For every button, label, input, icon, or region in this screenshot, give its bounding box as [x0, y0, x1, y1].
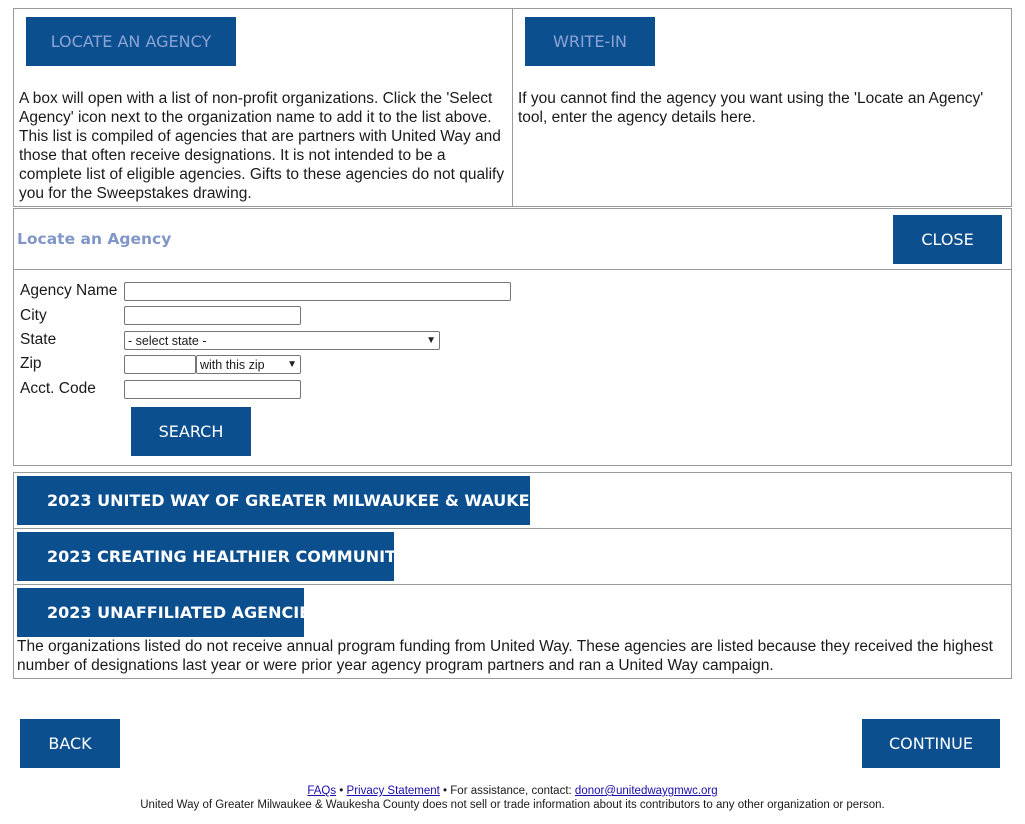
- acct-code-input[interactable]: [124, 380, 301, 399]
- chevron-down-icon: ▼: [287, 359, 297, 370]
- faqs-link[interactable]: FAQs: [307, 785, 337, 797]
- assistance-text: • For assistance, contact:: [439, 785, 575, 797]
- state-select-value: - select state -: [128, 333, 207, 348]
- state-label: State: [20, 331, 57, 348]
- zip-mode-value: with this zip: [200, 357, 265, 372]
- search-button[interactable]: SEARCH: [131, 407, 251, 456]
- footer-separator: •: [336, 785, 347, 797]
- city-input[interactable]: [124, 306, 301, 325]
- group-united-way-button[interactable]: 2023 UNITED WAY OF GREATER MILWAUKEE & WAUKESHA CO: [17, 476, 530, 525]
- back-button[interactable]: BACK: [20, 719, 120, 768]
- continue-button[interactable]: CONTINUE: [862, 719, 1000, 768]
- locate-title: Locate an Agency: [17, 230, 172, 248]
- agency-name-input[interactable]: [124, 282, 511, 301]
- acct-code-label: Acct. Code: [20, 380, 96, 397]
- close-button[interactable]: CLOSE: [893, 215, 1002, 264]
- zip-label: Zip: [20, 355, 42, 372]
- group-healthier-communities-button[interactable]: 2023 CREATING HEALTHIER COMMUNITIES: [17, 532, 394, 581]
- zip-input[interactable]: [124, 355, 196, 374]
- chevron-down-icon: ▼: [426, 335, 436, 346]
- group-unaffiliated-button[interactable]: 2023 UNAFFILIATED AGENCIES: [17, 588, 304, 637]
- locate-agency-button[interactable]: LOCATE AN AGENCY: [26, 17, 236, 66]
- city-label: City: [20, 307, 47, 324]
- write-in-button[interactable]: WRITE-IN: [525, 17, 655, 66]
- agency-name-label: Agency Name: [20, 282, 118, 299]
- footer-links: [0, 785, 1025, 797]
- zip-mode-select[interactable]: [196, 355, 301, 374]
- unaffiliated-note: The organizations listed do not receive annual program funding from United Way. These agencies are listed because they received the highest number of designations last year or were prior year agency program partners and ran a United Way campaign.: [17, 638, 993, 674]
- email-link[interactable]: donor@unitedwaygmwc.org: [574, 785, 718, 797]
- privacy-link[interactable]: Privacy Statement: [346, 785, 440, 797]
- state-select[interactable]: [124, 331, 440, 350]
- write-in-description: If you cannot find the agency you want using the 'Locate an Agency' tool, enter the agency details here.: [518, 90, 984, 126]
- locate-description: A box will open with a list of non-profit organizations. Click the 'Select Agency' icon next to the organization name to add it to the list above. This list is compiled of agencies that are partners with United Way and those that often receive designations. It is not intended to be a complete list of eligible agencies. Gifts to these agencies do not qualify you for the Sweepstakes drawing.: [19, 90, 505, 202]
- options-divider: [512, 8, 513, 207]
- footer-disclaimer: United Way of Greater Milwaukee & Waukesha County does not sell or trade information about its contributors to any other organization or person.: [140, 799, 885, 811]
